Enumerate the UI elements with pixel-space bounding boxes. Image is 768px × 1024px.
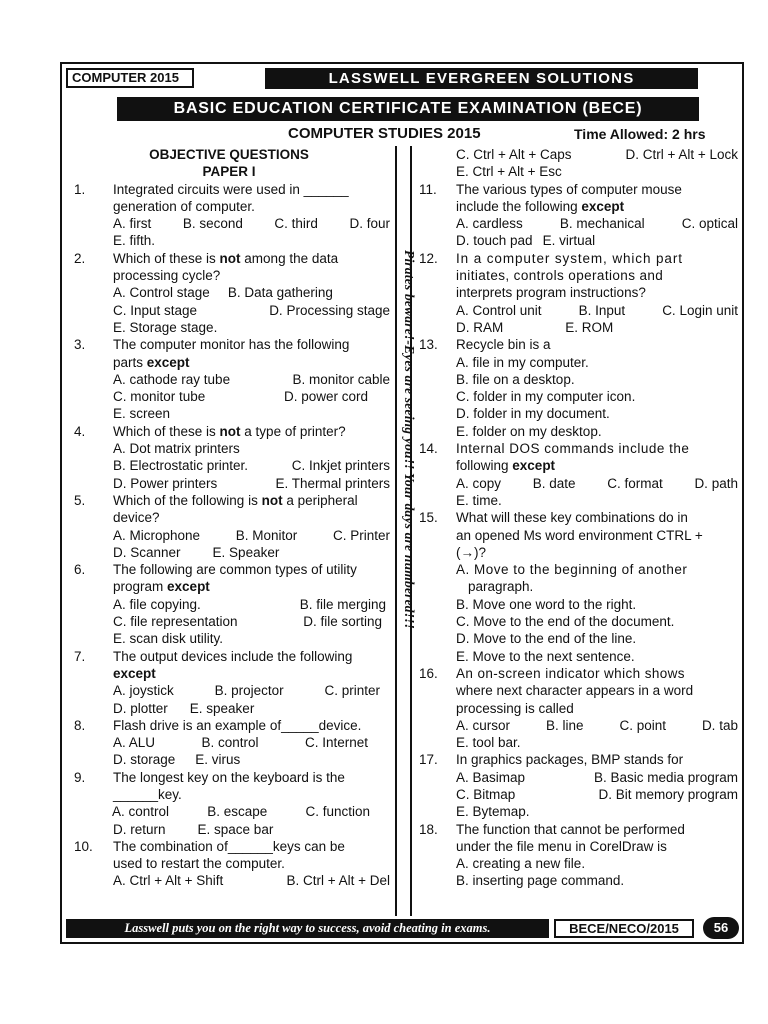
option-a: A. Control stage [113, 285, 210, 301]
option-e: E. tool bar. [456, 735, 521, 751]
option-e: E. time. [456, 492, 502, 508]
question-4 [68, 423, 390, 492]
option-a: A. control [112, 804, 170, 820]
question-number: 5. [74, 492, 86, 508]
question-text: initiates, controls operations and [456, 268, 664, 284]
option-d: D. touch pad [456, 233, 533, 249]
options-row [456, 232, 738, 249]
exam-title-banner: BASIC EDUCATION CERTIFICATE EXAMINATION (BECE) [117, 97, 699, 121]
question-text: processing cycle? [113, 268, 221, 284]
question-11 [416, 181, 738, 250]
left-column [68, 146, 390, 890]
option-b: B. Move one word to the right. [456, 596, 637, 612]
subject-title: COMPUTER STUDIES 2015 [288, 125, 481, 142]
question-text: Integrated circuits were used in ______ [113, 181, 349, 197]
question-text: Recycle bin is a [456, 337, 551, 353]
question-text: In a computer system, which part [456, 250, 683, 266]
options-row [113, 751, 390, 768]
page-number-badge: 56 [703, 917, 739, 939]
option-d: D. Bit memory program [598, 786, 738, 802]
question-10 [68, 838, 390, 890]
question-number: 16. [419, 665, 438, 681]
option-a: A. Control unit [456, 302, 542, 318]
option-a: A. first [113, 216, 152, 232]
question-text: Which of the following is not a peripheral [113, 492, 358, 508]
options-row [112, 803, 390, 820]
option-d: D. file sorting [303, 614, 382, 630]
option-e: E. Ctrl + Alt + Esc [456, 164, 562, 180]
question-text: Which of these is not among the data [113, 250, 339, 266]
option-b: B. mechanical [559, 216, 645, 232]
option-a: A. joystick [113, 683, 174, 699]
question-text: processing is called [456, 700, 574, 716]
question-number: 17. [419, 752, 438, 768]
option-a: A. Ctrl + Alt + Shift [113, 873, 224, 889]
options-row [113, 544, 390, 561]
option-c: C. point [619, 717, 666, 733]
option-d: D. Ctrl + Alt + Lock [625, 147, 738, 162]
option-b: B. monitor cable [292, 371, 390, 387]
question-15 [416, 509, 738, 665]
option-e: E. space bar [197, 821, 274, 837]
question-text: The longest key on the keyboard is the [113, 769, 345, 785]
question-number: 9. [74, 769, 86, 785]
publisher-banner: LASSWELL EVERGREEN SOLUTIONS [265, 68, 698, 89]
option-a: A. file in my computer. [456, 354, 589, 370]
question-3 [68, 336, 390, 422]
options-row [456, 215, 738, 232]
question-5 [68, 492, 390, 561]
options-row [113, 215, 390, 232]
option-d: D. storage [113, 752, 176, 768]
option-a: A. creating a new file. [456, 856, 586, 872]
question-2 [68, 250, 390, 336]
option-d: D. power cord [283, 389, 368, 405]
question-number: 10. [74, 838, 93, 854]
option-c: C. Bitmap [456, 786, 516, 802]
question-number: 8. [74, 717, 86, 733]
option-d: D. Processing stage [269, 302, 390, 318]
option-c: C. Ctrl + Alt + Caps [456, 147, 572, 162]
option-e: E. Move to the next sentence. [456, 648, 635, 664]
footer-code: BECE/NECO/2015 [554, 919, 694, 938]
question-text: In graphics packages, BMP stands for [456, 752, 684, 768]
option-a: A. cathode ray tube [113, 371, 231, 387]
course-tag: COMPUTER 2015 [66, 68, 194, 88]
question-text: following except [456, 458, 556, 474]
options-row [113, 284, 390, 301]
question-text: parts except [113, 354, 190, 370]
question-10-continued [416, 146, 738, 181]
option-b: B. escape [207, 804, 268, 820]
option-e: E. screen [113, 406, 171, 422]
option-e: E. virtual [542, 233, 596, 249]
question-17 [416, 751, 738, 820]
question-text: program except [113, 579, 210, 595]
option-b: B. line [545, 717, 584, 733]
footer [62, 917, 742, 941]
option-e: E. speaker [189, 700, 255, 716]
option-d: D. path [694, 475, 738, 491]
footer-slogan: Lasswell puts you on the right way to success, avoid cheating in exams. [66, 919, 549, 938]
question-text: The function that cannot be performed [456, 821, 685, 837]
question-number: 18. [419, 821, 438, 837]
question-number: 12. [419, 250, 438, 266]
question-16 [416, 665, 738, 751]
options-row [456, 786, 738, 803]
options-row [113, 700, 390, 717]
question-8 [68, 717, 390, 769]
option-e: E. folder on my desktop. [456, 423, 602, 439]
question-text: where next character appears in a word [456, 683, 694, 699]
option-b: B. control [201, 735, 259, 751]
option-a: A. Dot matrix printers [113, 441, 240, 457]
question-9-options [68, 803, 390, 838]
question-number: 13. [419, 337, 438, 353]
options-row [113, 613, 390, 630]
question-13 [416, 336, 738, 440]
option-a: A. Microphone [113, 527, 201, 543]
option-b: B. second [182, 216, 243, 232]
question-6 [68, 561, 390, 647]
option-e: E. Speaker [212, 544, 280, 560]
option-e: E. Storage stage. [113, 319, 218, 335]
option-b: B. Data gathering [227, 285, 333, 301]
option-e: E. ROM [565, 319, 614, 335]
question-text: used to restart the computer. [113, 856, 285, 872]
question-number: 2. [74, 250, 86, 266]
question-9 [68, 769, 390, 804]
question-text: The output devices include the following [113, 648, 353, 664]
question-text: generation of computer. [113, 198, 255, 214]
question-number: 1. [74, 181, 86, 197]
option-b: B. date [532, 475, 576, 491]
paper-title: PAPER I [202, 164, 256, 180]
options-row [113, 682, 390, 699]
option-d: D. RAM [456, 319, 504, 335]
question-text: The various types of computer mouse [456, 181, 682, 197]
options-row [113, 388, 390, 405]
options-row [456, 717, 738, 734]
question-text: The computer monitor has the following [113, 337, 350, 353]
question-18 [416, 821, 738, 890]
option-c: C. Input stage [113, 302, 198, 318]
option-d: D. Move to the end of the line. [456, 631, 637, 647]
question-1 [68, 181, 390, 250]
option-d: D. tab [701, 717, 738, 733]
question-number: 4. [74, 423, 86, 439]
question-number: 14. [419, 441, 438, 457]
option-d: D. four [349, 216, 390, 232]
option-c: C. format [607, 475, 663, 491]
options-row [456, 146, 738, 163]
question-text: (→)? [456, 544, 486, 560]
question-text: an opened Ms word environment CTRL + [456, 527, 703, 543]
options-row [113, 872, 390, 889]
option-e: E. virus [195, 752, 241, 768]
option-c: C. monitor tube [113, 389, 206, 405]
option-e: E. scan disk utility. [113, 631, 224, 647]
question-text: Internal DOS commands include the [456, 441, 690, 457]
options-row [113, 457, 390, 474]
option-b: B. Basic media program [593, 769, 738, 785]
question-text: ______key. [113, 786, 182, 802]
options-row [113, 821, 390, 838]
option-b: B. file merging [299, 596, 386, 612]
option-a: A. copy [456, 475, 502, 491]
question-text: An on-screen indicator which shows [456, 665, 685, 681]
side-banner: Pirates beware!-Eyes are seeing you!! Your days are numbered!!! [402, 250, 417, 630]
option-a: A. Basimap [456, 769, 526, 785]
right-column [416, 146, 738, 890]
question-text: What will these key combinations do in [456, 510, 688, 526]
option-d: D. Power printers [113, 475, 218, 491]
option-b: B. Electrostatic printer. [113, 458, 249, 474]
question-text: under the file menu in CorelDraw is [456, 838, 667, 854]
question-text: The following are common types of utility [113, 562, 357, 578]
options-row [456, 302, 738, 319]
option-e: E. Thermal printers [275, 475, 390, 491]
question-text: except [113, 665, 156, 681]
option-a-continued: paragraph. [468, 579, 534, 595]
question-text: The combination of______keys can be [113, 838, 345, 854]
option-b: B. Ctrl + Alt + Del [286, 873, 390, 889]
option-b: B. Monitor [235, 527, 298, 543]
option-a: A. cursor [456, 717, 511, 733]
option-c: C. Inkjet printers [291, 458, 390, 474]
options-row [113, 302, 390, 319]
question-number: 3. [74, 337, 86, 353]
question-text: device? [113, 510, 160, 526]
option-d: D. plotter [113, 700, 168, 716]
option-c: C. Move to the end of the document. [456, 614, 675, 630]
option-b: B. Input [578, 302, 626, 318]
option-c: C. printer [324, 683, 380, 699]
option-c: C. Internet [304, 735, 368, 751]
option-c: C. file representation [113, 614, 238, 630]
option-d: D. folder in my document. [456, 406, 610, 422]
option-b: B. file on a desktop. [456, 371, 575, 387]
options-row [456, 769, 738, 786]
question-text: Flash drive is an example of_____device. [113, 717, 362, 733]
options-row [113, 734, 390, 751]
option-d: D. return [113, 821, 166, 837]
option-c: C. folder in my computer icon. [456, 389, 636, 405]
question-number: 6. [74, 562, 86, 578]
question-number: 11. [419, 181, 437, 197]
options-row [113, 596, 390, 613]
question-number: 15. [419, 510, 438, 526]
option-a: A. Move to the beginning of another [456, 562, 688, 578]
question-text: include the following except [456, 198, 625, 214]
option-d: D. Scanner [113, 544, 181, 560]
question-7 [68, 648, 390, 717]
header-row [66, 68, 738, 90]
option-c: C. Printer [332, 527, 390, 543]
options-row [113, 475, 390, 492]
option-c: C. function [305, 804, 370, 820]
options-row [113, 371, 390, 388]
section-title: OBJECTIVE QUESTIONS [149, 147, 309, 162]
option-b: B. inserting page command. [456, 873, 625, 889]
options-row [113, 527, 390, 544]
options-row [456, 319, 738, 336]
option-c: C. Login unit [662, 302, 738, 318]
option-a: A. ALU [113, 735, 156, 751]
option-e: E. fifth. [113, 233, 156, 249]
option-a: A. cardless [456, 216, 523, 232]
option-b: B. projector [214, 683, 284, 699]
option-e: E. Bytemap. [456, 804, 530, 820]
option-c: C. optical [681, 216, 738, 232]
question-text: Which of these is not a type of printer? [113, 423, 346, 439]
question-number: 7. [74, 648, 86, 664]
question-text: interprets program instructions? [456, 285, 646, 301]
question-12 [416, 250, 738, 336]
options-row [456, 475, 738, 492]
question-14 [416, 440, 738, 509]
time-allowed: Time Allowed: 2 hrs [574, 126, 706, 142]
option-c: C. third [274, 216, 318, 232]
option-a: A. file copying. [113, 596, 201, 612]
